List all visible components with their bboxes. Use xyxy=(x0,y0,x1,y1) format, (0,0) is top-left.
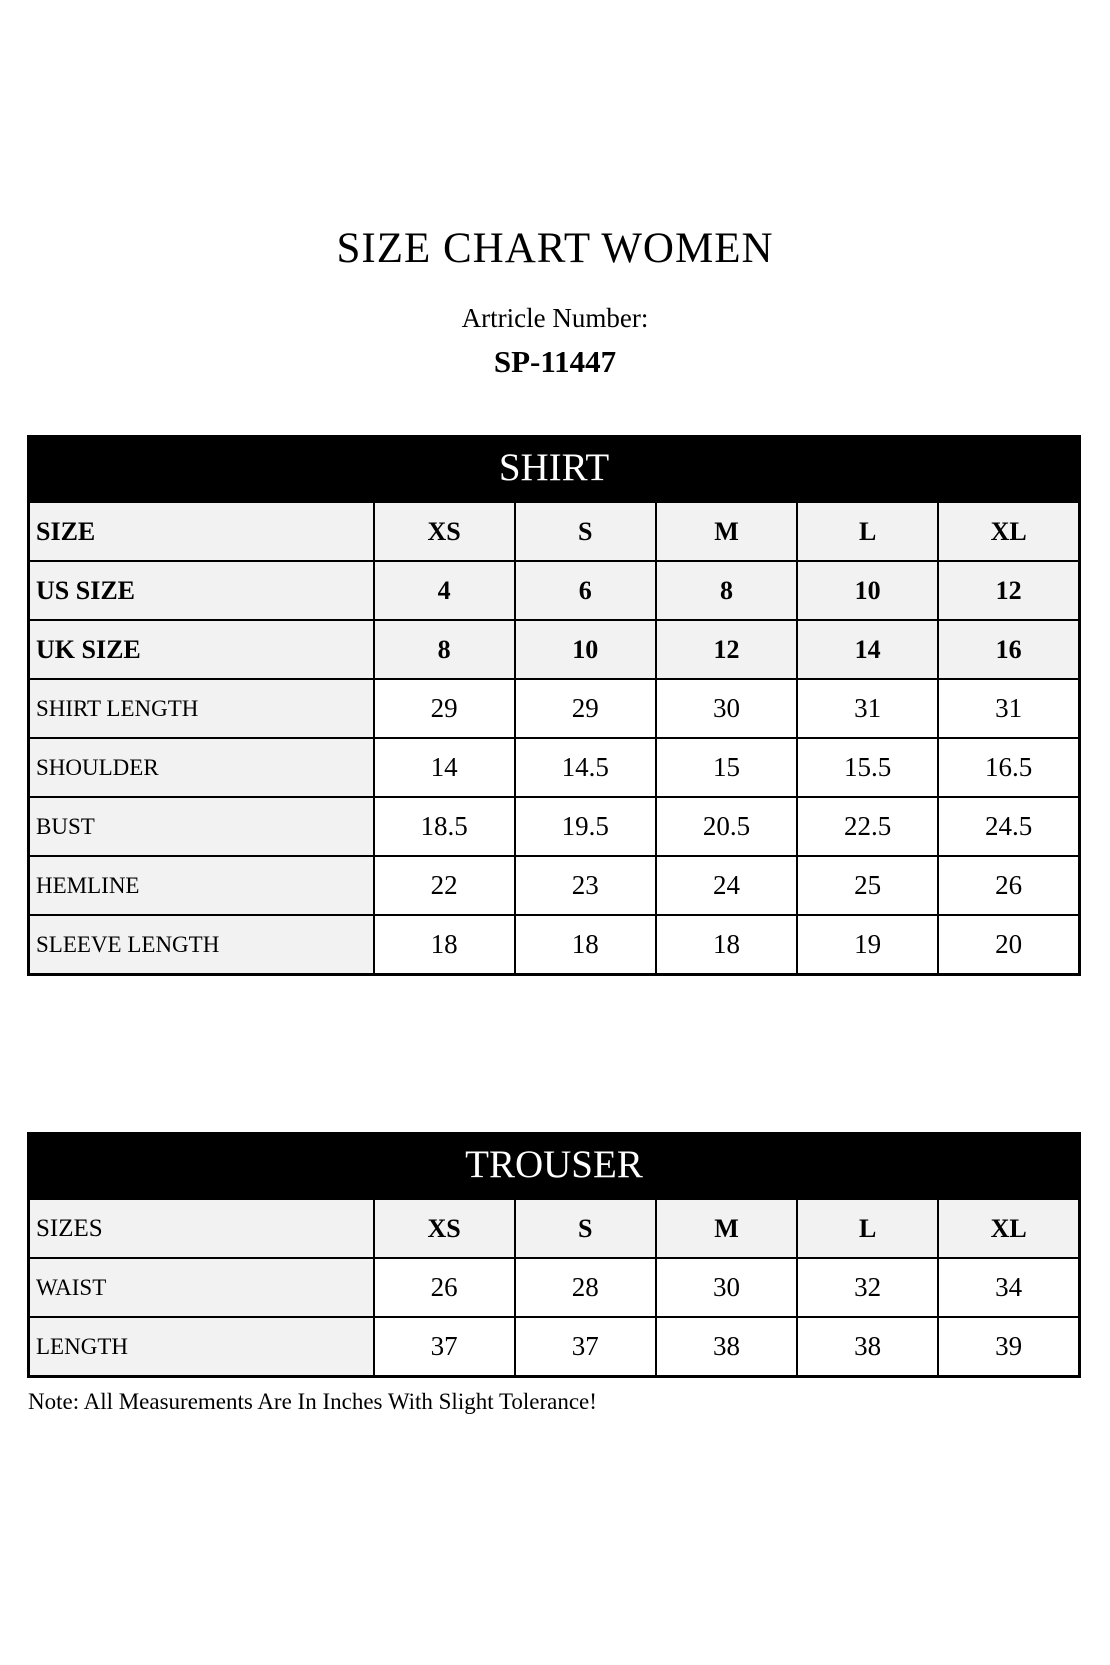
table-row xyxy=(29,856,1080,915)
size-value-cell: 32 xyxy=(797,1258,938,1317)
shirt-measurements-table xyxy=(27,500,1081,976)
row-label: SHOULDER xyxy=(29,738,374,797)
row-label: US SIZE xyxy=(29,561,374,620)
size-value-cell: 14 xyxy=(797,620,938,679)
table-row xyxy=(29,915,1080,975)
size-value-cell: 12 xyxy=(938,561,1079,620)
size-value-cell: M xyxy=(656,502,797,562)
size-value-cell: XS xyxy=(374,502,515,562)
size-value-cell: 20 xyxy=(938,915,1079,975)
size-value-cell: 19.5 xyxy=(515,797,656,856)
article-number-label: Artricle Number: xyxy=(461,303,649,333)
size-value-cell: 10 xyxy=(515,620,656,679)
size-value-cell: 14.5 xyxy=(515,738,656,797)
row-label: LENGTH xyxy=(29,1317,374,1377)
size-value-cell: 38 xyxy=(656,1317,797,1377)
size-value-cell: 24 xyxy=(656,856,797,915)
size-value-cell: 10 xyxy=(797,561,938,620)
size-value-cell: 18 xyxy=(656,915,797,975)
size-value-cell: 19 xyxy=(797,915,938,975)
size-value-cell: L xyxy=(797,502,938,562)
size-value-cell: 16.5 xyxy=(938,738,1079,797)
size-value-cell: 37 xyxy=(515,1317,656,1377)
shirt-size-table-section xyxy=(27,435,1081,976)
size-value-cell: M xyxy=(656,1199,797,1259)
row-label: SIZES xyxy=(29,1199,374,1259)
size-value-cell: 18 xyxy=(515,915,656,975)
size-value-cell: 14 xyxy=(374,738,515,797)
size-value-cell: 4 xyxy=(374,561,515,620)
size-value-cell: 30 xyxy=(656,1258,797,1317)
row-label: SLEEVE LENGTH xyxy=(29,915,374,975)
table-row xyxy=(29,1317,1080,1377)
table-row xyxy=(29,1258,1080,1317)
trouser-measurements-table xyxy=(27,1197,1081,1378)
size-value-cell: 18 xyxy=(374,915,515,975)
table-row xyxy=(29,561,1080,620)
size-value-cell: 29 xyxy=(374,679,515,738)
size-value-cell: 16 xyxy=(938,620,1079,679)
table-row xyxy=(29,1199,1080,1259)
size-value-cell: XS xyxy=(374,1199,515,1259)
size-value-cell: S xyxy=(515,502,656,562)
size-value-cell: 20.5 xyxy=(656,797,797,856)
size-value-cell: 22.5 xyxy=(797,797,938,856)
row-label: WAIST xyxy=(29,1258,374,1317)
size-value-cell: 39 xyxy=(938,1317,1079,1377)
shirt-table-title: SHIRT xyxy=(27,435,1081,500)
row-label: UK SIZE xyxy=(29,620,374,679)
row-label: SIZE xyxy=(29,502,374,562)
size-value-cell: 31 xyxy=(938,679,1079,738)
page-title: SIZE CHART WOMEN xyxy=(336,225,774,272)
size-value-cell: 38 xyxy=(797,1317,938,1377)
size-value-cell: 29 xyxy=(515,679,656,738)
table-row xyxy=(29,797,1080,856)
size-value-cell: 34 xyxy=(938,1258,1079,1317)
size-value-cell: XL xyxy=(938,502,1079,562)
table-row xyxy=(29,502,1080,562)
article-number-value: SP-11447 xyxy=(493,344,617,379)
size-value-cell: 31 xyxy=(797,679,938,738)
size-value-cell: 6 xyxy=(515,561,656,620)
size-value-cell: 30 xyxy=(656,679,797,738)
table-row xyxy=(29,738,1080,797)
size-value-cell: 28 xyxy=(515,1258,656,1317)
size-value-cell: 15.5 xyxy=(797,738,938,797)
size-value-cell: 26 xyxy=(374,1258,515,1317)
trouser-table-title: TROUSER xyxy=(27,1132,1081,1197)
size-value-cell: L xyxy=(797,1199,938,1259)
size-value-cell: 22 xyxy=(374,856,515,915)
size-value-cell: XL xyxy=(938,1199,1079,1259)
row-label: SHIRT LENGTH xyxy=(29,679,374,738)
size-value-cell: 12 xyxy=(656,620,797,679)
size-value-cell: S xyxy=(515,1199,656,1259)
size-value-cell: 37 xyxy=(374,1317,515,1377)
size-value-cell: 18.5 xyxy=(374,797,515,856)
measurement-note: Note: All Measurements Are In Inches With Slight Tolerance! xyxy=(28,1389,597,1414)
table-row xyxy=(29,620,1080,679)
size-value-cell: 26 xyxy=(938,856,1079,915)
size-value-cell: 8 xyxy=(656,561,797,620)
size-value-cell: 23 xyxy=(515,856,656,915)
size-value-cell: 24.5 xyxy=(938,797,1079,856)
size-value-cell: 15 xyxy=(656,738,797,797)
row-label: HEMLINE xyxy=(29,856,374,915)
row-label: BUST xyxy=(29,797,374,856)
trouser-size-table-section xyxy=(27,1132,1081,1378)
size-value-cell: 8 xyxy=(374,620,515,679)
table-row xyxy=(29,679,1080,738)
size-value-cell: 25 xyxy=(797,856,938,915)
